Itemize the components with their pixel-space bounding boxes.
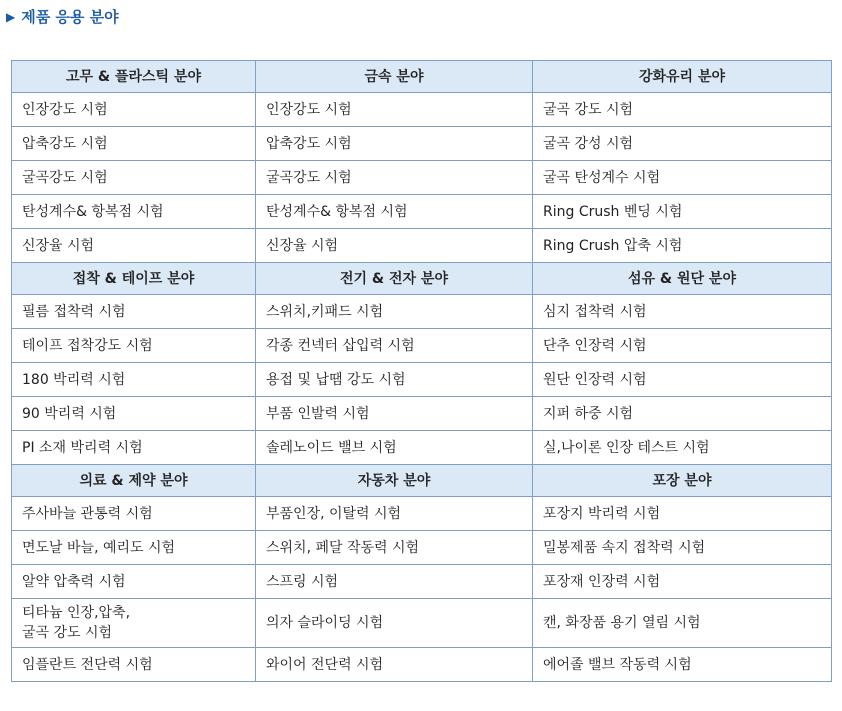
table-cell: 스위치,키패드 시험 — [256, 295, 533, 329]
table-row — [12, 648, 832, 682]
table-row — [12, 127, 832, 161]
table-row — [12, 93, 832, 127]
table-cell: 단추 인장력 시험 — [533, 329, 832, 363]
section-header-cell: 접착 & 테이프 분야 — [12, 263, 256, 295]
table-cell: 압축강도 시험 — [12, 127, 256, 161]
table-cell: 굴곡 탄성계수 시험 — [533, 161, 832, 195]
table-cell: 굴곡 강성 시험 — [533, 127, 832, 161]
table-cell: 테이프 접착강도 시험 — [12, 329, 256, 363]
table-cell: 굴곡강도 시험 — [12, 161, 256, 195]
section-header-cell: 의료 & 제약 분야 — [12, 465, 256, 497]
section-header-cell: 강화유리 분야 — [533, 61, 832, 93]
application-table — [11, 60, 832, 682]
table-row — [12, 363, 832, 397]
table-row — [12, 599, 832, 648]
table-row — [12, 531, 832, 565]
section-header-cell: 섬유 & 원단 분야 — [533, 263, 832, 295]
table-cell: 용접 및 납땜 강도 시험 — [256, 363, 533, 397]
table-cell: 원단 인장력 시험 — [533, 363, 832, 397]
table-cell: 솔레노이드 밸브 시험 — [256, 431, 533, 465]
page-title-text: 제품 응용 분야 — [21, 8, 119, 26]
table-cell: 주사바늘 관통력 시험 — [12, 497, 256, 531]
section-header-row — [12, 465, 832, 497]
table-row — [12, 161, 832, 195]
table-cell: 탄성계수& 항복점 시험 — [256, 195, 533, 229]
table-cell: 인장강도 시험 — [256, 93, 533, 127]
section-header-cell: 전기 & 전자 분야 — [256, 263, 533, 295]
table-cell: 의자 슬라이딩 시험 — [256, 599, 533, 648]
triangle-right-icon: ▶ — [6, 9, 16, 24]
table-cell: 지퍼 하중 시험 — [533, 397, 832, 431]
table-cell: Ring Crush 압축 시험 — [533, 229, 832, 263]
table-cell: 티타늄 인장,압축, 굴곡 강도 시험 — [12, 599, 256, 648]
table-row — [12, 497, 832, 531]
table-cell: 부품 인발력 시험 — [256, 397, 533, 431]
table-cell: 임플란트 전단력 시험 — [12, 648, 256, 682]
table-row — [12, 329, 832, 363]
table-row — [12, 295, 832, 329]
table-cell: 180 박리력 시험 — [12, 363, 256, 397]
section-header-row — [12, 61, 832, 93]
table-cell: 90 박리력 시험 — [12, 397, 256, 431]
table-cell: 스위치, 페달 작동력 시험 — [256, 531, 533, 565]
table-cell: Ring Crush 벤딩 시험 — [533, 195, 832, 229]
table-row — [12, 229, 832, 263]
table-cell: 부품인장, 이탈력 시험 — [256, 497, 533, 531]
table-cell: 캔, 화장품 용기 열림 시험 — [533, 599, 832, 648]
table-cell: 필름 접착력 시험 — [12, 295, 256, 329]
table-cell: 신장율 시험 — [256, 229, 533, 263]
section-header-row — [12, 263, 832, 295]
table-cell: PI 소재 박리력 시험 — [12, 431, 256, 465]
table-cell: 에어졸 밸브 작동력 시험 — [533, 648, 832, 682]
table-cell: 압축강도 시험 — [256, 127, 533, 161]
table-cell: 굴곡 강도 시험 — [533, 93, 832, 127]
section-header-cell: 포장 분야 — [533, 465, 832, 497]
table-cell: 심지 접착력 시험 — [533, 295, 832, 329]
page-title — [6, 6, 119, 27]
table-cell: 포장지 박리력 시험 — [533, 497, 832, 531]
table-cell: 밀봉제품 속지 접착력 시험 — [533, 531, 832, 565]
section-header-cell: 자동차 분야 — [256, 465, 533, 497]
table-cell: 면도날 바늘, 예리도 시험 — [12, 531, 256, 565]
table-cell: 알약 압축력 시험 — [12, 565, 256, 599]
section-header-cell: 금속 분야 — [256, 61, 533, 93]
table-cell: 신장율 시험 — [12, 229, 256, 263]
table-row — [12, 397, 832, 431]
table-cell: 인장강도 시험 — [12, 93, 256, 127]
table-row — [12, 565, 832, 599]
section-header-cell: 고무 & 플라스틱 분야 — [12, 61, 256, 93]
table-cell: 포장재 인장력 시험 — [533, 565, 832, 599]
table-cell: 탄성계수& 항복점 시험 — [12, 195, 256, 229]
table-cell: 스프링 시험 — [256, 565, 533, 599]
table-cell: 와이어 전단력 시험 — [256, 648, 533, 682]
table-row — [12, 431, 832, 465]
table-row — [12, 195, 832, 229]
table-cell: 실,나이론 인장 테스트 시험 — [533, 431, 832, 465]
table-cell: 굴곡강도 시험 — [256, 161, 533, 195]
table-cell: 각종 컨넥터 삽입력 시험 — [256, 329, 533, 363]
